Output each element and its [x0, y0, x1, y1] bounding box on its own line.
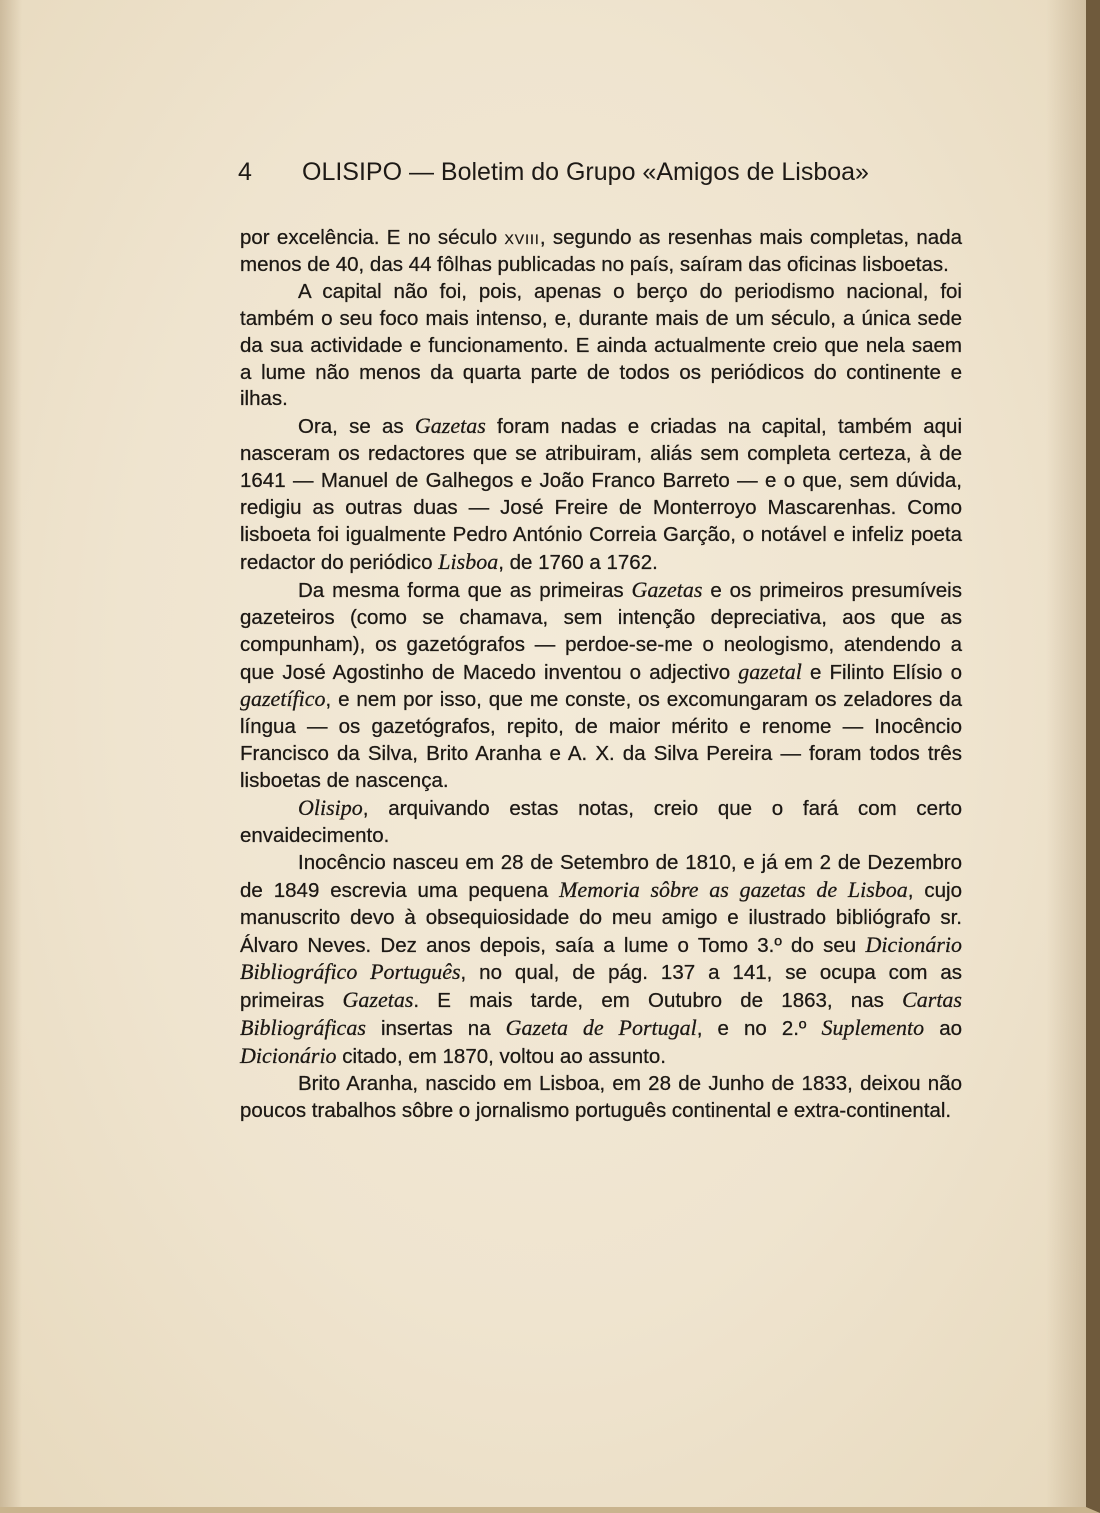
italic-title: Cartas Bibliográficas [240, 987, 962, 1041]
text-run: e os primeiros presumíveis gazeteiros (como se chamava, sem intenção depreciativa, aos que as compunham), os gazetógrafos — perdoe-se-me o neologismo, atendendo a que José Agostinho de Macedo inventou o adjectivo [240, 578, 962, 684]
italic-title: Olisipo [298, 795, 363, 821]
text-run: citado, em 1870, voltou ao assunto. [336, 1045, 666, 1069]
text-run: A capital não foi, pois, apenas o berço do periodismo nacional, foi também o seu foco mais intenso, e, durante mais de um século, a única sede da sua actividade e funcionamento. E ainda actualmente creio que nela saem a lume não menos da quarta parte de todos os periódicos do continente e ilhas. [240, 279, 962, 411]
text-run: foram nadas e criadas na capital, também aqui nasceram os redactores que se atribuiram, aliás sem completa certeza, à de 1641 — Manuel de Galhegos e João Franco Barreto — e o que, sem dúvida, redigiu as outras duas — José Freire de Monterroyo Mascarenhas. Como lisboeta foi igualmente Pedro António Correia Garção, o notável e infeliz poeta redactor do periódico [240, 415, 962, 574]
paragraph [240, 279, 962, 414]
text-run: Da mesma forma que as primeiras [298, 578, 632, 602]
text-run: e Filinto Elísio o [801, 660, 962, 684]
text-run: , segundo as resenhas mais completas, nada menos de 40, das 44 fôlhas publicadas no país, saíram das oficinas lisboetas. [240, 226, 962, 276]
paragraph [240, 413, 962, 576]
italic-title: Lisboa [438, 548, 499, 574]
text-run: , e nem por isso, que me conste, os excomungaram os zeladores da língua — os gazetógrafos, repito, de maior mérito e renome — Inocêncio Francisco da Silva, Brito Aranha e A. X. da Silva Pereira — foram todos três lisboetas de nascença. [240, 688, 962, 793]
body-text [240, 225, 962, 1125]
italic-title: Gazetas [631, 576, 703, 602]
italic-title: gazetal [738, 658, 802, 684]
italic-title: Memoria sôbre as gazetas de Lisboa [559, 876, 908, 902]
page-edge-shadow-left [0, 0, 22, 1507]
italic-title: Gazetas [414, 413, 486, 439]
text-run: Ora, se as [298, 415, 415, 439]
italic-title: Dicionário Bibliográfico Português [240, 931, 962, 985]
text-run: , arquivando estas notas, creio que o fará com certo envaidecimento. [240, 797, 962, 847]
page-number: 4 [238, 158, 252, 186]
italic-title: Gazetas [342, 987, 414, 1013]
text-run: Inocêncio nasceu em 28 de Setembro de 1810, e já em 2 de Dezembro de 1849 escrevia uma pequena [240, 850, 962, 902]
running-header [238, 158, 898, 187]
paragraph [240, 1071, 962, 1125]
running-title: OLISIPO — Boletim do Grupo «Amigos de Lisboa» [302, 158, 869, 186]
paragraph [240, 850, 962, 1071]
page-edge-shadow-right [1046, 0, 1086, 1507]
italic-title: Gazeta de Portugal [505, 1015, 697, 1041]
text-run: , no qual, de pág. 137 a 141, se ocupa com as primeiras [240, 961, 963, 1013]
italic-title: Dicionário [240, 1043, 337, 1069]
paragraph [240, 795, 962, 850]
paragraph [240, 577, 962, 795]
italic-title: Suplemento [821, 1015, 925, 1041]
paragraph [240, 225, 962, 279]
italic-title: gazetífico [240, 686, 326, 712]
text-run: , de 1760 a 1762. [498, 550, 658, 574]
text-run: , e no 2.º [696, 1017, 822, 1041]
text-run: ao [924, 1017, 963, 1041]
text-run: . E mais tarde, em Outubro de 1863, nas [413, 989, 903, 1013]
text-run: , cujo manuscrito devo à obsequiosidade do meu amigo e ilustrado bibliógrafo sr. Álvaro Neves. Dez anos depois, saía a lume o Tomo 3.º do seu [240, 878, 963, 957]
text-run: insertas na [365, 1017, 506, 1041]
text-run: por excelência. E no século [240, 226, 505, 249]
roman-numeral: xviii [504, 226, 540, 249]
text-run: Brito Aranha, nascido em Lisboa, em 28 de Junho de 1833, deixou não poucos trabalhos sôbre o jornalismo português continental e extra-continental. [240, 1072, 962, 1122]
